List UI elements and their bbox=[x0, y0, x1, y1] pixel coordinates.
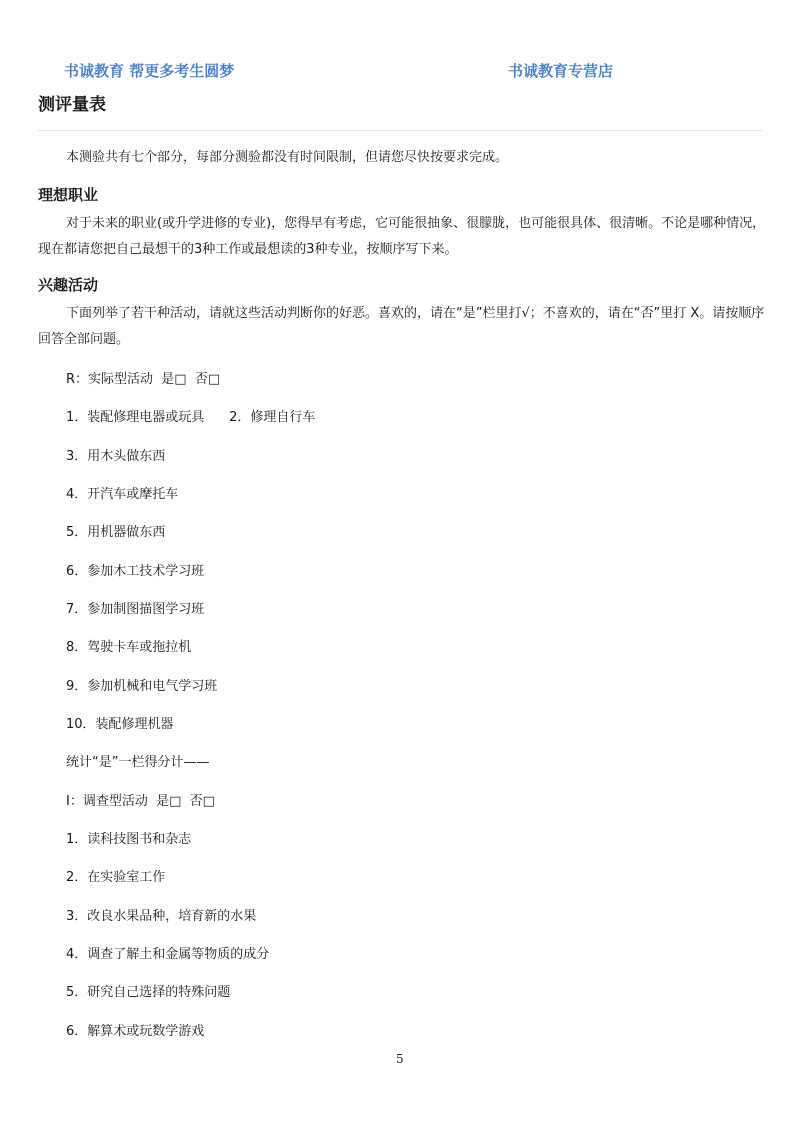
list-item: 4．调查了解土和金属等物质的成分 bbox=[66, 947, 270, 962]
category-header-investigative: I：调查型活动 是□ 否□ bbox=[66, 794, 215, 809]
page-title: 测评量表 bbox=[38, 95, 106, 115]
list-item: 6．参加木工技术学习班 bbox=[66, 564, 205, 579]
list-item: 3．用木头做东西 bbox=[66, 449, 166, 464]
list-item: 4．开汽车或摩托车 bbox=[66, 487, 179, 502]
list-item: 10．装配修理机器 bbox=[66, 717, 174, 732]
intro-paragraph: 本测验共有七个部分，每部分测验都没有时间限制，但请您尽快按要求完成。 bbox=[66, 150, 509, 165]
list-item: 5．研究自己选择的特殊问题 bbox=[66, 985, 231, 1000]
header-right-text: 书诚教育专营店 bbox=[508, 62, 614, 80]
section-heading-interests: 兴趣活动 bbox=[38, 276, 99, 294]
list-item: 3．改良水果品种，培育新的水果 bbox=[66, 909, 257, 924]
page-number: 5 bbox=[396, 1052, 404, 1066]
list-item: 6．解算术或玩数学游戏 bbox=[66, 1024, 205, 1039]
section-heading-ideal-career: 理想职业 bbox=[38, 186, 99, 204]
score-tally-line: 统计“是”一栏得分计—— bbox=[66, 755, 210, 770]
ideal-career-paragraph: 对于未来的职业(或升学进修的专业)，您得早有考虑，它可能很抽象、很朦胧，也可能很具体、很清晰。不论是哪种情况，现在都请您把自己最想干的3种工作或最想读的3种专业，按顺序写下来。 bbox=[38, 216, 766, 257]
list-item: 2．在实验室工作 bbox=[66, 870, 166, 885]
title-divider bbox=[38, 130, 762, 131]
list-item: 1．装配修理电器或玩具 2．修理自行车 bbox=[66, 410, 316, 425]
header-left-text: 书诚教育 帮更多考生圆梦 bbox=[64, 62, 235, 80]
list-item: 5．用机器做东西 bbox=[66, 525, 166, 540]
list-item: 8．驾驶卡车或拖拉机 bbox=[66, 640, 192, 655]
category-header-realistic: R：实际型活动 是□ 否□ bbox=[66, 372, 221, 387]
interests-paragraph: 下面列举了若干种活动，请就这些活动判断你的好恶。喜欢的，请在“是”栏里打√；不喜欢的，请在“否”里打 X。请按顺序回答全部问题。 bbox=[38, 306, 765, 347]
list-item: 7．参加制图描图学习班 bbox=[66, 602, 205, 617]
list-item: 1．读科技图书和杂志 bbox=[66, 832, 192, 847]
list-item: 9．参加机械和电气学习班 bbox=[66, 679, 218, 694]
